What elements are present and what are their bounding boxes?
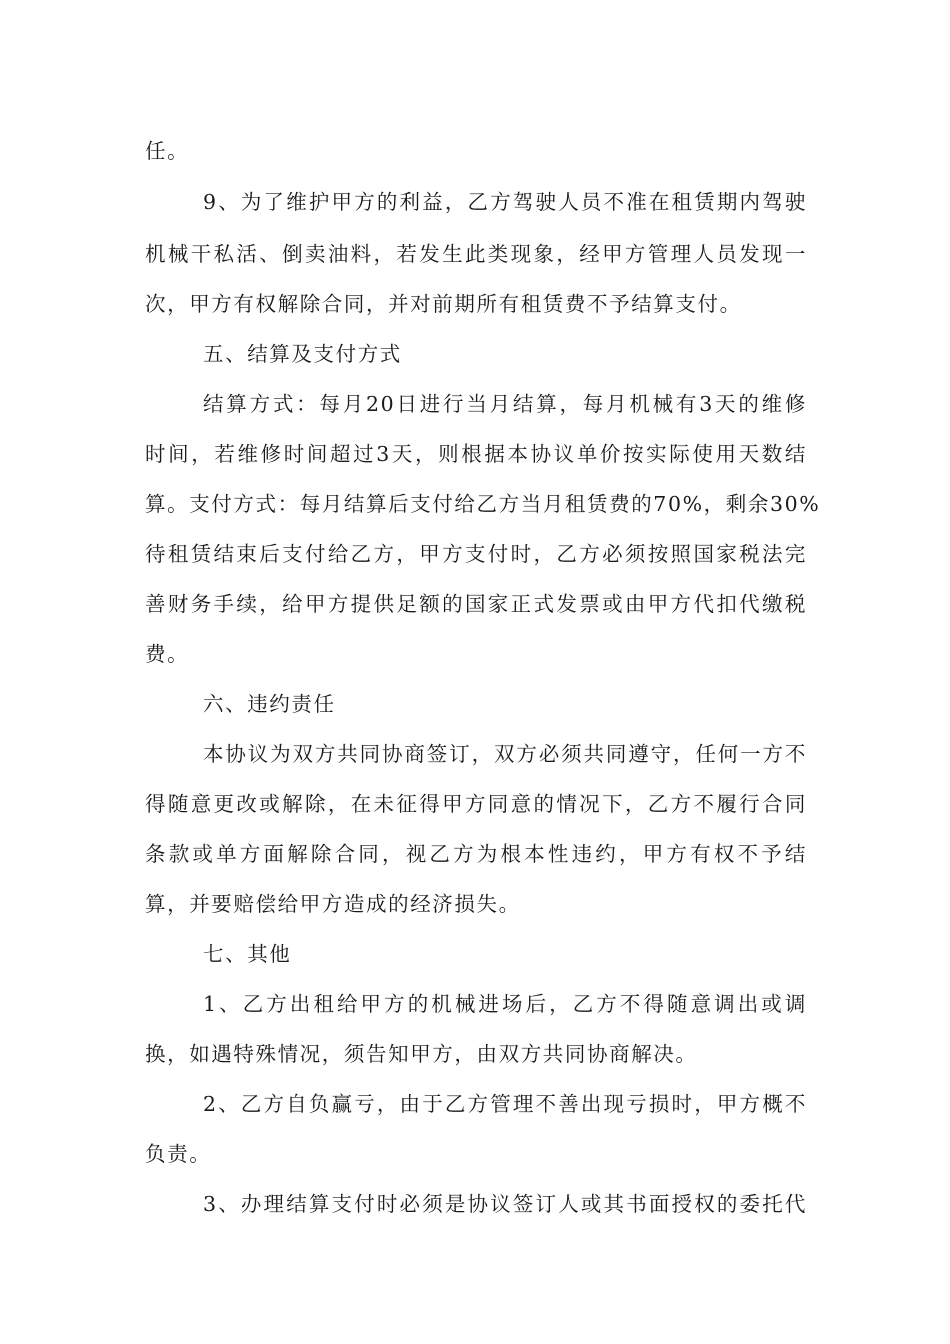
settlement-line-4: 待租赁结束后支付给乙方，甲方支付时，乙方必须按照国家税法完 [145, 542, 807, 566]
settlement-line-3: 算。支付方式：每月结算后支付给乙方当月租赁费的70%，剩余30% [145, 492, 821, 516]
breach-line-4: 算，并要赔偿给甲方造成的经济损失。 [145, 892, 521, 916]
clause-9-line-3: 次，甲方有权解除合同，并对前期所有租赁费不予结算支付。 [145, 292, 742, 316]
other-1-line-2: 换，如遇特殊情况，须告知甲方，由双方共同协商解决。 [145, 1042, 698, 1066]
settlement-line-1: 结算方式：每月20日进行当月结算，每月机械有3天的维修 [203, 392, 807, 416]
section-6-heading: 六、违约责任 [203, 692, 336, 716]
clause-9-line-1: 9、为了维护甲方的利益，乙方驾驶人员不准在租赁期内驾驶 [203, 190, 807, 214]
settlement-line-6: 费。 [145, 642, 190, 666]
other-3-line-1: 3、办理结算支付时必须是协议签订人或其书面授权的委托代 [203, 1192, 807, 1216]
other-2-line-1: 2、乙方自负赢亏，由于乙方管理不善出现亏损时，甲方概不 [203, 1092, 807, 1116]
section-7-heading: 七、其他 [203, 942, 292, 966]
settlement-line-2: 时间，若维修时间超过3天，则根据本协议单价按实际使用天数结 [145, 442, 807, 466]
other-1-line-1: 1、乙方出租给甲方的机械进场后，乙方不得随意调出或调 [203, 992, 807, 1016]
breach-line-3: 条款或单方面解除合同，视乙方为根本性违约，甲方有权不予结 [145, 842, 807, 866]
paragraph-continuation: 任。 [145, 139, 190, 163]
breach-line-2: 得随意更改或解除，在未征得甲方同意的情况下，乙方不履行合同 [145, 792, 807, 816]
section-5-heading: 五、结算及支付方式 [203, 342, 402, 366]
other-2-line-2: 负责。 [145, 1142, 212, 1166]
settlement-line-5: 善财务手续，给甲方提供足额的国家正式发票或由甲方代扣代缴税 [145, 592, 807, 616]
clause-9-line-2: 机械干私活、倒卖油料，若发生此类现象，经甲方管理人员发现一 [145, 242, 807, 266]
breach-line-1: 本协议为双方共同协商签订，双方必须共同遵守，任何一方不 [203, 742, 807, 766]
